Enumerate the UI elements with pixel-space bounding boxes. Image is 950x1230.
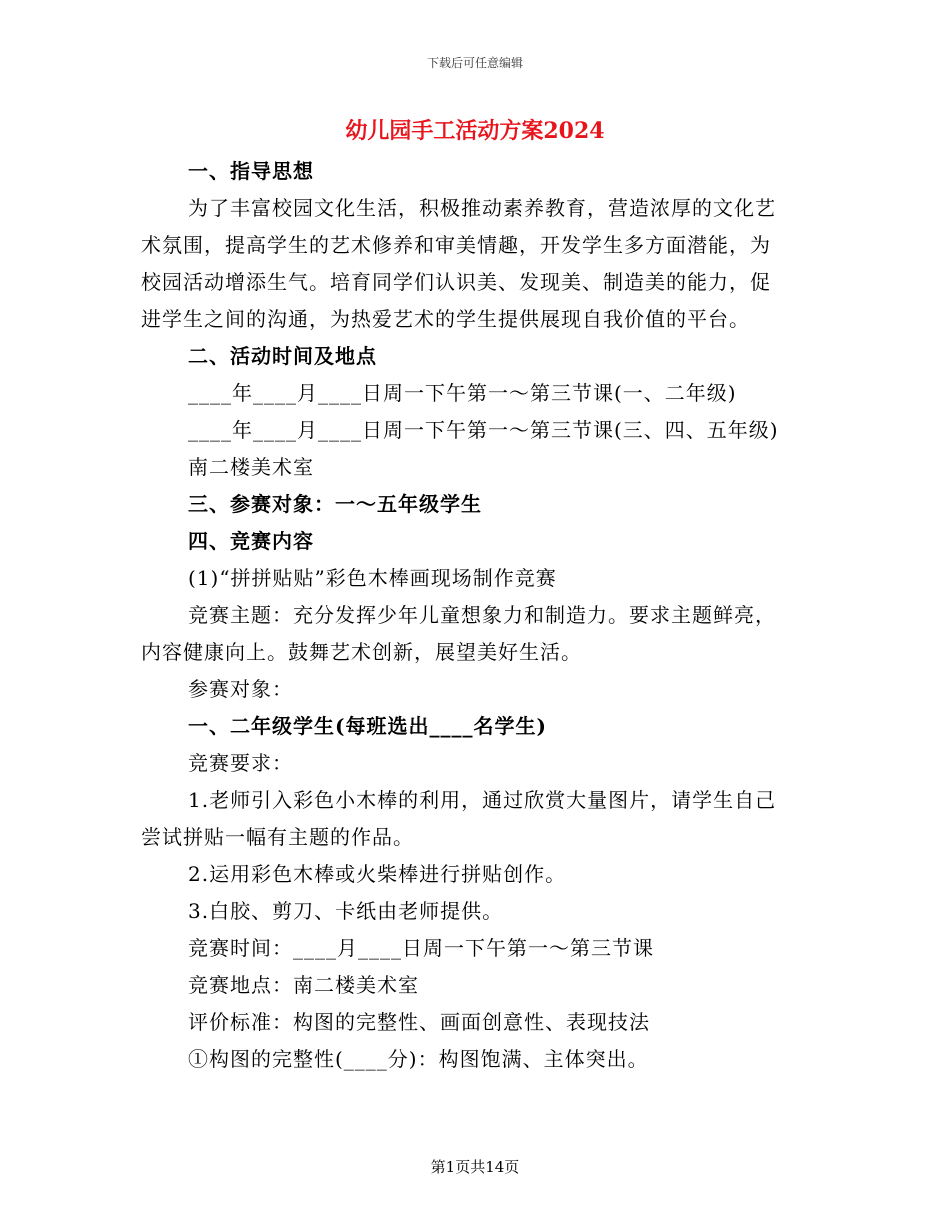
section-heading-participants: 三、参赛对象：一～五年级学生 bbox=[188, 492, 482, 516]
requirements-label: 竞赛要求： bbox=[188, 751, 293, 775]
paragraph-line: 为了丰富校园文化生活，积极推动素养教育，营造浓厚的文化艺 bbox=[188, 196, 776, 220]
participants-label: 参赛对象： bbox=[188, 677, 293, 701]
schedule-line: ____年____月____日周一下午第一～第三节课(三、四、五年级) bbox=[188, 418, 779, 442]
requirement-item: 1.老师引入彩色小木棒的利用，通过欣赏大量图片，请学生自己 bbox=[188, 788, 777, 812]
competition-title: (1)“拼拼贴贴”彩色木棒画现场制作竞赛 bbox=[188, 566, 557, 590]
paragraph-line: 术氛围，提高学生的艺术修养和审美情趣，开发学生多方面潜能，为 bbox=[141, 233, 771, 257]
requirement-item-cont: 尝试拼贴一幅有主题的作品。 bbox=[141, 825, 414, 849]
criteria-item: ①构图的完整性(____分)：构图饱满、主体突出。 bbox=[188, 1047, 649, 1071]
participants-grade: 一、二年级学生(每班选出____名学生) bbox=[188, 714, 547, 738]
section-heading-content: 四、竞赛内容 bbox=[188, 529, 314, 553]
competition-time: 竞赛时间：____月____日周一下午第一～第三节课 bbox=[188, 936, 654, 960]
section-heading-guiding-ideology: 一、指导思想 bbox=[188, 159, 314, 183]
paragraph-line: 进学生之间的沟通，为热爱艺术的学生提供展现自我价值的平台。 bbox=[141, 307, 750, 331]
page-number: 第1页共14页 bbox=[430, 1158, 520, 1176]
competition-location: 竞赛地点：南二楼美术室 bbox=[188, 973, 419, 997]
requirement-item: 3.白胶、剪刀、卡纸由老师提供。 bbox=[188, 899, 504, 923]
section-heading-time-place: 二、活动时间及地点 bbox=[188, 344, 377, 368]
evaluation-criteria: 评价标准：构图的完整性、画面创意性、表现技法 bbox=[188, 1010, 650, 1034]
paragraph-line: 竞赛主题：充分发挥少年儿童想象力和制造力。要求主题鲜亮， bbox=[188, 603, 776, 627]
requirement-item: 2.运用彩色木棒或火柴棒进行拼贴创作。 bbox=[188, 862, 567, 886]
paragraph-line: 内容健康向上。鼓舞艺术创新，展望美好生活。 bbox=[141, 640, 582, 664]
document-title: 幼儿园手工活动方案2024 bbox=[345, 118, 605, 144]
location-line: 南二楼美术室 bbox=[188, 455, 314, 479]
header-note: 下载后可任意编辑 bbox=[426, 56, 523, 70]
paragraph-line: 校园活动增添生气。培育同学们认识美、发现美、制造美的能力，促 bbox=[141, 270, 771, 294]
schedule-line: ____年____月____日周一下午第一～第三节课(一、二年级) bbox=[188, 381, 737, 405]
